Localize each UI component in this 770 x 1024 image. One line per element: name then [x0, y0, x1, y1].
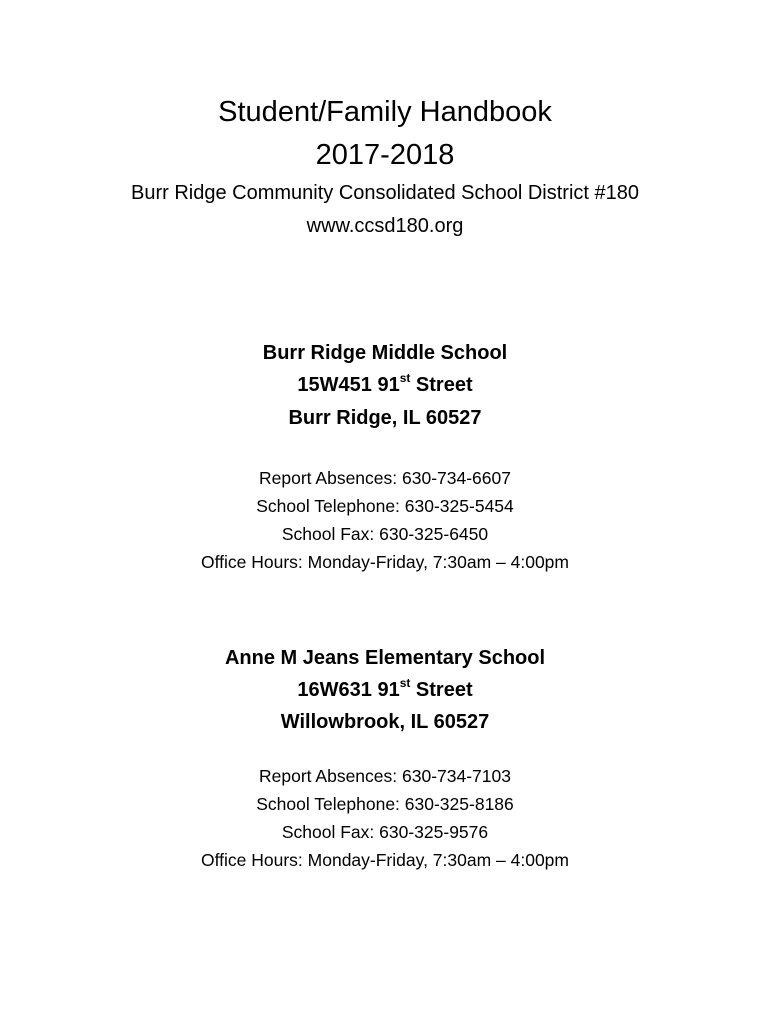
- school-name: Burr Ridge Middle School: [262, 342, 508, 364]
- street-ordinal: st: [399, 371, 411, 385]
- school-street: [0, 676, 770, 701]
- report-absences: Report Absences: 630-734-7103: [259, 766, 511, 786]
- handbook-title: Student/Family Handbook: [218, 96, 552, 128]
- school-city: Burr Ridge, IL 60527: [288, 407, 482, 429]
- report-absences: Report Absences: 630-734-6607: [259, 468, 511, 488]
- district-name: Burr Ridge Community Consolidated School District #180: [130, 182, 639, 204]
- street-suffix: Street: [410, 374, 473, 396]
- district-website: www.ccsd180.org: [306, 215, 464, 237]
- street-ordinal: st: [399, 676, 411, 690]
- school-city: Willowbrook, IL 60527: [280, 711, 490, 733]
- street-prefix: 16W631 91: [297, 679, 400, 701]
- office-hours: Office Hours: Monday-Friday, 7:30am – 4:00pm: [201, 552, 569, 572]
- school-telephone: School Telephone: 630-325-5454: [256, 496, 514, 516]
- street-prefix: 15W451 91: [297, 374, 400, 396]
- school-fax: School Fax: 630-325-9576: [281, 822, 489, 842]
- school-year: 2017-2018: [315, 139, 455, 171]
- school-fax: School Fax: 630-325-6450: [281, 524, 489, 544]
- school-telephone: School Telephone: 630-325-8186: [256, 794, 514, 814]
- school-name: Anne M Jeans Elementary School: [224, 647, 546, 669]
- office-hours: Office Hours: Monday-Friday, 7:30am – 4:00pm: [201, 850, 569, 870]
- street-suffix: Street: [410, 679, 473, 701]
- school-street: [0, 371, 770, 396]
